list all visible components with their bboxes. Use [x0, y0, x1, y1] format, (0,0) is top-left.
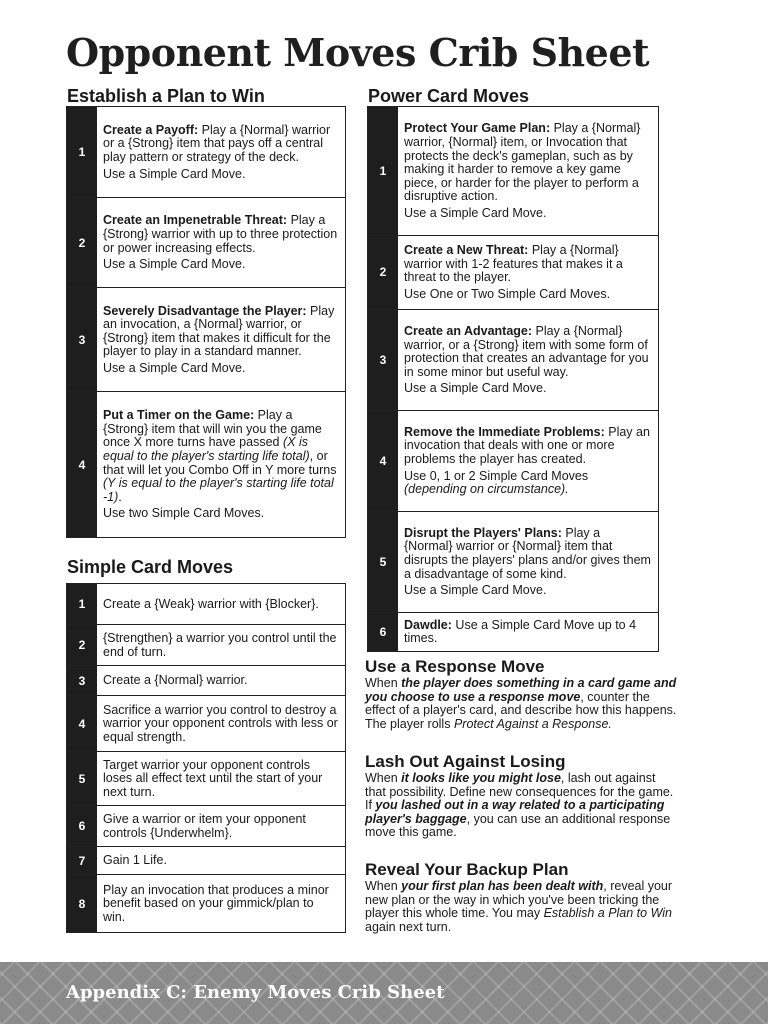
move-text: . — [118, 489, 122, 504]
lash-text: , lash out against that possibility. Define new consequences for the game. — [365, 771, 674, 799]
move-name: Remove the Immediate Problems: — [404, 424, 605, 439]
row-number: 7 — [67, 847, 97, 874]
move-text: Play a {Normal} warrior with 1-2 features that makes it a threat to the player. — [404, 243, 623, 285]
row-number: 4 — [368, 411, 398, 511]
row-text: Gain 1 Life. — [103, 853, 167, 868]
lash-text: , you can use an additional response move this game. — [365, 811, 671, 840]
move-name: Create a Payoff: — [103, 122, 199, 137]
table-row — [368, 236, 658, 310]
backup-text: again next turn. — [365, 919, 452, 934]
table-row — [368, 512, 658, 613]
lash-heading: Lash Out Against Losing — [365, 752, 566, 771]
row-text: Give a warrior or item your opponent controls {Underwhelm}. — [103, 811, 306, 840]
table-row — [67, 584, 345, 625]
response-text: , counter the effect of a player's card, and describe how this happens. The player rolls — [365, 689, 677, 731]
row-number: 5 — [368, 512, 398, 612]
move-text: Play a {Strong} warrior with up to three protection or power increasing effects. — [103, 213, 338, 255]
row-content — [398, 613, 658, 651]
move-use: Use two Simple Card Moves. — [103, 506, 265, 521]
backup-section — [365, 860, 677, 934]
move-text: Play a {Normal} warrior or {Normal} item that disrupts the players' plans and/or gives them a disadvantage of some kind. — [404, 525, 651, 581]
lash-text: If — [365, 798, 376, 813]
move-name: Create an Advantage: — [404, 323, 533, 338]
row-number: 4 — [67, 696, 97, 751]
row-number: 6 — [368, 613, 398, 651]
row-text: {Strengthen} a warrior you control until the end of turn. — [103, 630, 337, 659]
row-number: 2 — [67, 198, 97, 287]
simple-table — [66, 583, 346, 933]
footer-title: Appendix C: Enemy Moves Crib Sheet — [66, 982, 445, 1003]
response-move-ref: Protect Against a Response. — [453, 716, 612, 731]
move-text: Play an invocation that deals with one or more problems the player has created. — [404, 424, 650, 467]
row-number: 1 — [67, 107, 97, 197]
table-row — [368, 107, 658, 236]
move-text: Play a {Normal} warrior, or a {Strong} item with some form of protection that creates an advantage for you in some minor but useful way. — [404, 323, 649, 379]
table-row — [67, 392, 345, 537]
move-name: Put a Timer on the Game: — [103, 408, 255, 423]
move-use: Use a Simple Card Move. — [103, 166, 246, 181]
row-number: 3 — [67, 666, 97, 695]
table-row — [67, 875, 345, 932]
page-title: Opponent Moves Crib Sheet — [66, 30, 650, 75]
row-number: 4 — [67, 392, 97, 537]
table-row — [368, 411, 658, 512]
lash-trigger: it looks like you might lose — [401, 771, 561, 785]
power-heading: Power Card Moves — [368, 86, 530, 106]
row-content — [398, 236, 658, 309]
table-row — [67, 625, 345, 666]
move-use: Use One or Two Simple Card Moves. — [404, 287, 611, 302]
row-text: Target warrior your opponent controls loses all effect text until the start of your next turn. — [103, 757, 323, 799]
move-use: Use a Simple Card Move. — [404, 205, 547, 220]
move-use-text: Use 0, 1 or 2 Simple Card Moves — [404, 468, 589, 483]
row-text: Sacrifice a warrior you control to destroy a warrior your opponent controls with less or equal strength. — [103, 702, 338, 744]
table-row — [67, 847, 345, 875]
row-number: 1 — [67, 584, 97, 624]
row-number: 3 — [67, 288, 97, 391]
row-content — [398, 310, 658, 410]
backup-heading: Reveal Your Backup Plan — [365, 860, 569, 879]
table-row — [67, 666, 345, 696]
response-trigger: the player does something in a card game and you choose to use a response move — [365, 676, 677, 704]
move-use — [404, 470, 652, 497]
move-text: Play an invocation, a {Normal} warrior, or {Strong} item that makes it difficult for the player to play in a standard manner. — [103, 303, 335, 359]
move-note: (X is equal to the player's starting life total) — [103, 435, 310, 463]
row-text: Create a {Normal} warrior. — [103, 673, 248, 688]
table-row — [67, 288, 345, 392]
row-number: 8 — [67, 875, 97, 932]
move-text: Play a {Normal} warrior, {Normal} item, or Invocation that protects the deck's gameplan, such as by making it harder to remove a key game piece, or harder for the player to perform a disruptive action. — [404, 121, 641, 204]
move-text: Play a {Strong} item that will win you the game once X more turns have passed — [103, 408, 322, 450]
row-number: 1 — [368, 107, 398, 235]
move-text: Use a Simple Card Move up to 4 times. — [404, 617, 637, 646]
backup-trigger: your first plan has been dealt with — [401, 879, 604, 893]
move-text: , or that will let you Combo Off in Y more turns — [103, 448, 337, 477]
table-row — [67, 696, 345, 752]
row-text: Play an invocation that produces a minor benefit based on your gimmick/plan to win. — [103, 882, 329, 924]
row-text: Create a {Weak} warrior with {Blocker}. — [103, 596, 319, 611]
row-number: 2 — [67, 625, 97, 665]
establish-heading: Establish a Plan to Win — [67, 86, 265, 106]
power-table — [367, 106, 659, 652]
simple-heading: Simple Card Moves — [67, 557, 234, 577]
lash-section — [365, 752, 677, 840]
lash-trigger: you lashed out in a way related to a participating player's baggage — [365, 798, 665, 826]
establish-table — [66, 106, 346, 538]
lash-text: When — [365, 771, 402, 785]
backup-text: , reveal your new plan or the way in which you've been tricking the player this whole time. You may — [365, 879, 673, 921]
row-content — [97, 107, 345, 197]
table-row — [67, 198, 345, 288]
row-number: 2 — [368, 236, 398, 309]
table-row — [368, 310, 658, 411]
move-name: Create an Impenetrable Threat: — [103, 213, 288, 228]
move-use: Use a Simple Card Move. — [103, 257, 246, 272]
row-content — [398, 512, 658, 612]
move-use-note: (depending on circumstance). — [404, 482, 569, 497]
row-content — [97, 288, 345, 391]
table-row — [368, 613, 658, 651]
row-content — [97, 198, 345, 287]
table-row — [67, 806, 345, 847]
backup-move-ref: Establish a Plan to Win — [543, 906, 673, 921]
backup-text: When — [365, 879, 402, 893]
row-number: 3 — [368, 310, 398, 410]
move-use: Use a Simple Card Move. — [404, 583, 547, 598]
row-content — [398, 107, 658, 235]
response-section — [365, 657, 677, 731]
row-content — [398, 411, 658, 511]
move-name: Severely Disadvantage the Player: — [103, 303, 307, 318]
move-use: Use a Simple Card Move. — [103, 360, 246, 375]
move-use: Use a Simple Card Move. — [404, 381, 547, 396]
response-text: When — [365, 676, 402, 690]
table-row — [67, 752, 345, 806]
move-name: Protect Your Game Plan: — [404, 121, 551, 136]
move-name: Disrupt the Players' Plans: — [404, 525, 562, 540]
row-content — [97, 392, 345, 537]
row-number: 5 — [67, 752, 97, 805]
row-number: 6 — [67, 806, 97, 846]
move-name: Create a New Threat: — [404, 243, 529, 258]
table-row — [67, 107, 345, 198]
response-heading: Use a Response Move — [365, 657, 545, 676]
footer-band — [0, 962, 768, 1024]
move-note: (Y is equal to the player's starting life total -1) — [103, 476, 334, 504]
move-name: Dawdle: — [404, 617, 452, 632]
move-text: Play a {Normal} warrior or a {Strong} item that pays off a central play pattern or strategy of the deck. — [103, 122, 331, 164]
